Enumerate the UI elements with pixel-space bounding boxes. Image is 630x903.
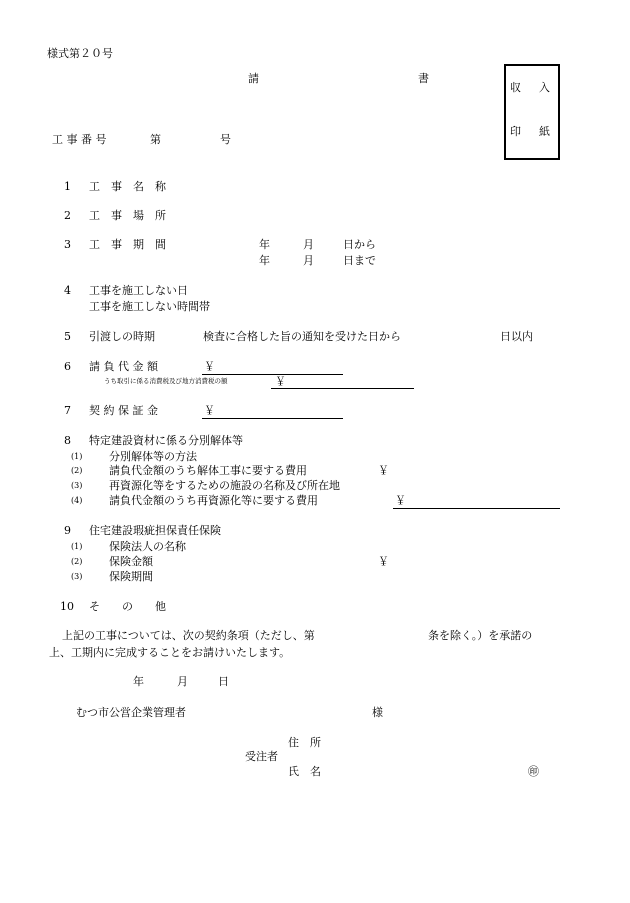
item-9-label: 住宅建設瑕疵担保責任保険 <box>89 524 221 537</box>
stamp-char-1: 収 <box>510 81 521 94</box>
title-char-left: 請 <box>248 72 259 85</box>
form-number: 様式第２０号 <box>47 47 113 60</box>
item-8-sub-3-text: 再資源化等をするための施設の名称及び所在地 <box>109 479 340 492</box>
item-4-line-2: 工事を施工しない時間帯 <box>89 300 210 313</box>
work-number-label: 工 事 番 号 <box>52 133 107 146</box>
item-3-to-month: 月 <box>303 254 314 267</box>
item-9-number: 9 <box>64 524 71 537</box>
item-3-from-day: 日から <box>343 238 376 251</box>
item-9-sub-2-number: (2) <box>71 557 83 566</box>
work-number-prefix: 第 <box>150 133 161 146</box>
item-1-number: 1 <box>64 180 71 193</box>
item-7-label: 契 約 保 証 金 <box>89 404 158 417</box>
item-8-sub-4-underline <box>393 508 560 509</box>
item-8-number: 8 <box>64 434 71 447</box>
item-5-label: 引渡しの時期 <box>89 330 155 343</box>
addressee-honorific: 様 <box>372 706 383 719</box>
body-text-line-1-a: 上記の工事については、次の契約条項（ただし、第 <box>62 629 315 642</box>
item-6-number: 6 <box>64 360 71 373</box>
item-3-label: 工 事 期 間 <box>89 238 166 251</box>
stamp-char-2: 入 <box>539 81 550 94</box>
date-day: 日 <box>218 675 229 688</box>
contractor-name-label: 氏 名 <box>288 765 321 778</box>
item-10-number: 10 <box>60 600 74 613</box>
item-2-number: 2 <box>64 209 71 222</box>
item-6-tax-underline <box>271 388 414 389</box>
item-10-label: そ の 他 <box>89 600 166 613</box>
item-9-sub-2-yen: ￥ <box>378 555 389 568</box>
date-year: 年 <box>133 675 144 688</box>
item-8-sub-2-yen: ￥ <box>378 464 389 477</box>
item-6-tax-label: うち取引に係る消費税及び地方消費税の額 <box>104 377 228 385</box>
item-3-to-day: 日まで <box>343 254 376 267</box>
item-8-sub-3-number: (3) <box>71 481 83 490</box>
item-9-sub-1-text: 保険法人の名称 <box>109 540 186 553</box>
item-8-sub-4-yen: ￥ <box>395 494 406 507</box>
item-6-yen: ￥ <box>204 360 215 373</box>
item-9-sub-1-number: (1) <box>71 542 83 551</box>
contractor-address-label: 住 所 <box>288 736 321 749</box>
item-9-sub-3-text: 保険期間 <box>109 570 153 583</box>
item-6-amount-underline <box>202 374 343 375</box>
item-2-label: 工 事 場 所 <box>89 209 166 222</box>
item-8-sub-2-text: 請負代金額のうち解体工事に要する費用 <box>109 464 307 477</box>
item-8-label: 特定建設資材に係る分別解体等 <box>89 434 243 447</box>
body-text-line-2: 上、工期内に完成することをお請けいたします。 <box>49 646 291 659</box>
item-6-label: 請 負 代 金 額 <box>89 360 158 373</box>
item-3-from-year: 年 <box>259 238 270 251</box>
stamp-char-3: 印 <box>510 125 521 138</box>
item-5-number: 5 <box>64 330 71 343</box>
item-8-sub-1-text: 分別解体等の方法 <box>109 450 197 463</box>
item-8-sub-4-number: (4) <box>71 496 83 505</box>
item-5-text: 検査に合格した旨の通知を受けた日から <box>203 330 401 343</box>
item-4-number: 4 <box>64 284 71 297</box>
date-month: 月 <box>177 675 188 688</box>
item-9-sub-3-number: (3) <box>71 572 83 581</box>
item-3-number: 3 <box>64 238 71 251</box>
item-6-tax-yen: ￥ <box>275 375 286 388</box>
item-3-from-month: 月 <box>303 238 314 251</box>
item-8-sub-1-number: (1) <box>71 452 83 461</box>
item-4-line-1: 工事を施工しない日 <box>89 284 188 297</box>
title-char-right: 書 <box>418 72 429 85</box>
item-7-number: 7 <box>64 404 71 417</box>
item-8-sub-2-number: (2) <box>71 466 83 475</box>
item-7-yen: ￥ <box>204 404 215 417</box>
item-5-suffix: 日以内 <box>500 330 533 343</box>
item-8-sub-4-text: 請負代金額のうち再資源化等に要する費用 <box>109 494 318 507</box>
work-number-suffix: 号 <box>220 133 231 146</box>
item-9-sub-2-text: 保険金額 <box>109 555 153 568</box>
revenue-stamp-box <box>504 64 560 160</box>
stamp-char-4: 紙 <box>539 125 550 138</box>
item-3-to-year: 年 <box>259 254 270 267</box>
contractor-role-label: 受注者 <box>245 750 278 763</box>
body-text-line-1-b: 条を除く。）を承諾の <box>428 629 533 642</box>
item-1-label: 工 事 名 称 <box>89 180 166 193</box>
addressee-name: むつ市公営企業管理者 <box>76 706 186 719</box>
item-7-amount-underline <box>202 418 343 419</box>
seal-mark: ㊞ <box>528 765 539 778</box>
